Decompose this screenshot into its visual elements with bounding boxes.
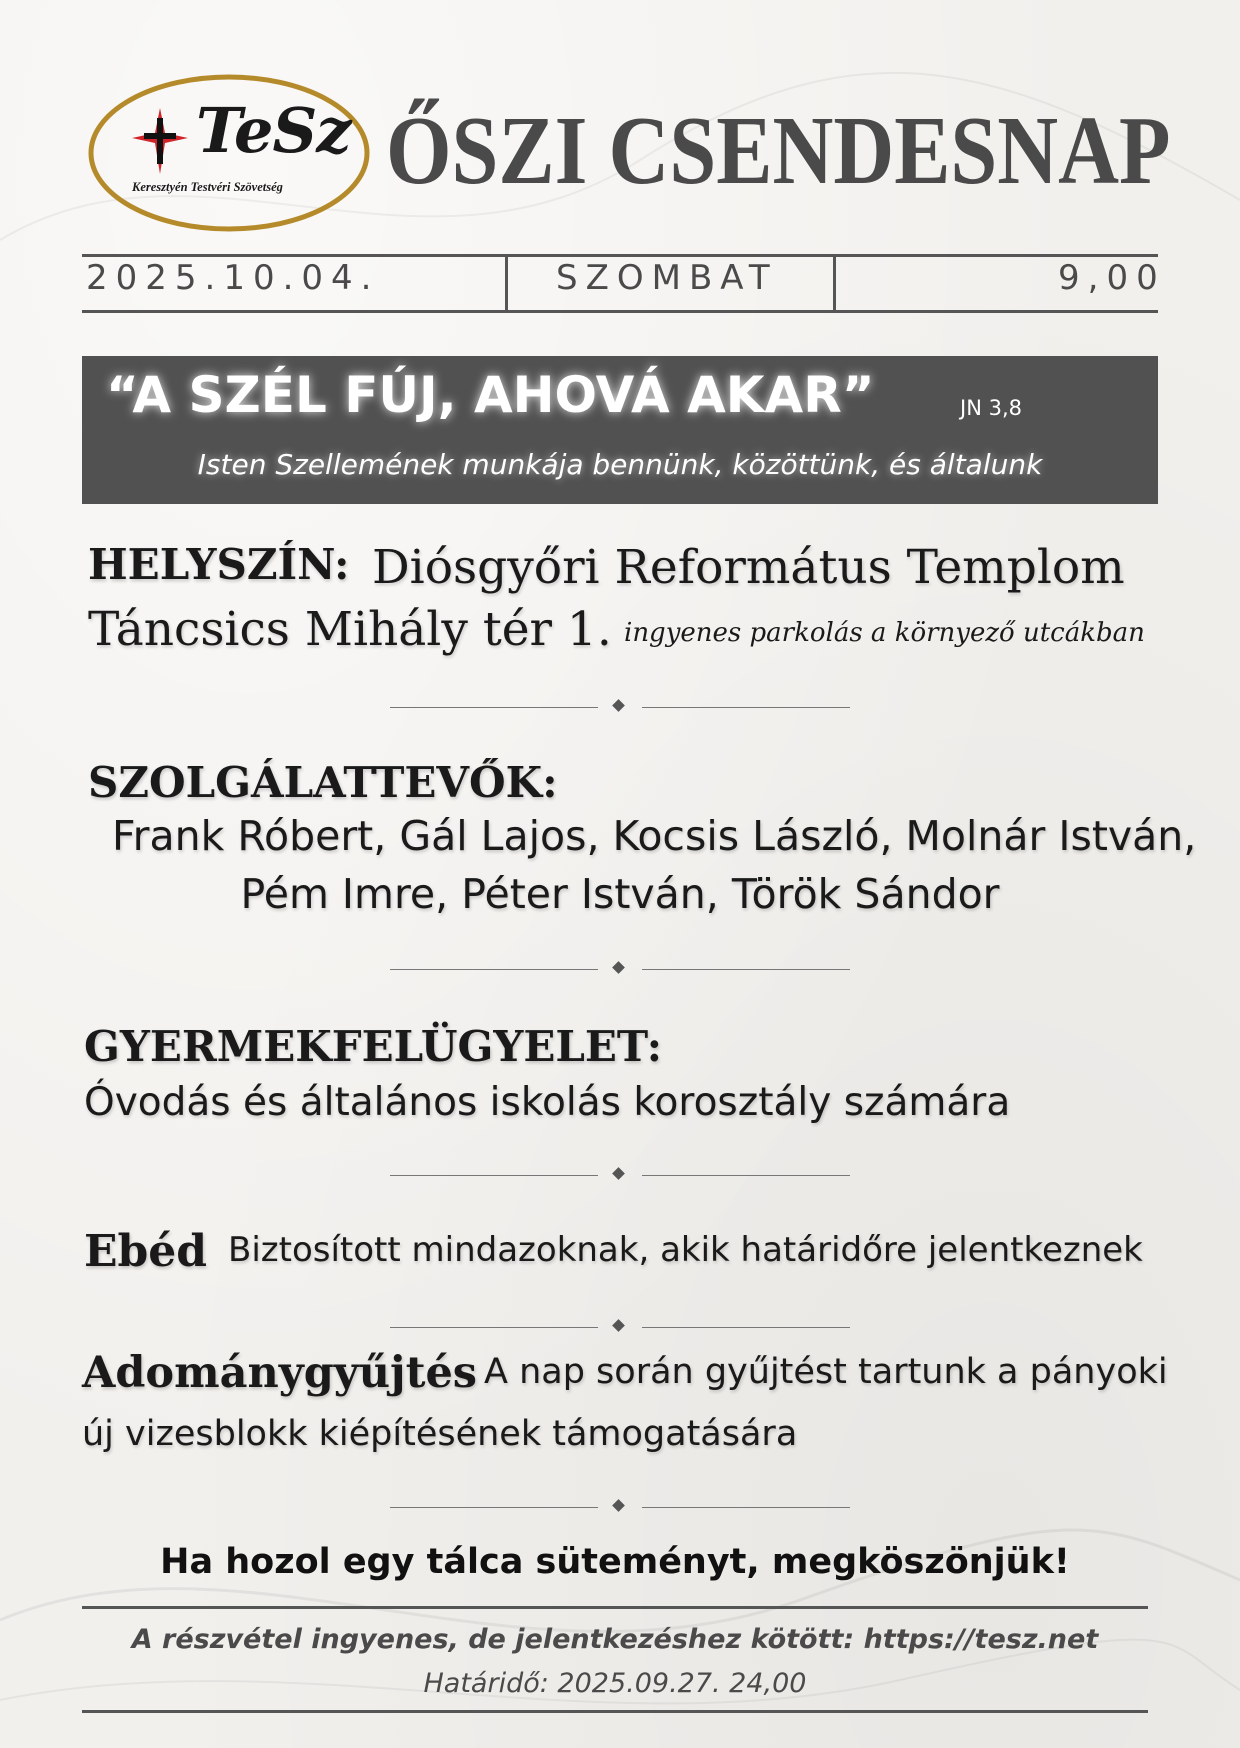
registration-note: A részvétel ingyenes, de jelentkezéshez kötött: https://tesz.net (131, 1624, 1099, 1655)
logo-name: TeSz (196, 94, 351, 167)
page-title: ŐSZI CSENDESNAP (386, 97, 1171, 205)
section-divider (390, 700, 850, 716)
logo-subtitle: Keresztyén Testvéri Szövetség (132, 180, 283, 194)
section-divider (390, 1168, 850, 1184)
section-divider (390, 1320, 850, 1336)
tesz-logo (86, 72, 372, 234)
banner-quote: “A SZÉL FÚJ, AHOVÁ AKAR” (106, 366, 875, 424)
banner-subtitle: Isten Szellemének munkája bennünk, közöttünk, és általunk (197, 448, 1043, 481)
footer-bottom-rule (82, 1710, 1148, 1713)
event-day: SZOMBAT (556, 258, 778, 298)
servers-line-2: Pém Imre, Péter István, Török Sándor (240, 870, 1000, 918)
donation-text-2: új vizesblokk kiépítésének támogatására (82, 1414, 798, 1454)
servers-label: SZOLGÁLATTEVŐK: (88, 758, 558, 807)
datebar-divider-1 (505, 254, 508, 312)
event-date: 2025.10.04. (86, 258, 380, 298)
childcare-text: Óvodás és általános iskolás korosztály számára (84, 1080, 1011, 1125)
section-divider (390, 962, 850, 978)
star-cross-icon (130, 106, 190, 176)
parking-note: ingyenes parkolás a környező utcákban (624, 618, 1145, 648)
footer-top-rule (82, 1606, 1148, 1609)
datebar-divider-2 (833, 254, 836, 312)
location-label: HELYSZÍN: (88, 540, 350, 589)
event-time: 9,00 (1058, 258, 1166, 298)
location-place: Diósgyőri Református Templom (372, 540, 1125, 595)
childcare-label: GYERMEKFELÜGYELET: (84, 1022, 663, 1071)
location-address: Táncsics Mihály tér 1. (88, 602, 612, 657)
section-divider (390, 1500, 850, 1516)
datebar-bottom-rule (82, 310, 1158, 313)
donation-label: Adománygyűjtés (82, 1348, 478, 1398)
datebar-top-rule (82, 254, 1158, 257)
cake-note: Ha hozol egy tálca süteményt, megköszönjük! (160, 1542, 1070, 1582)
donation-text-1: A nap során gyűjtést tartunk a pányoki (484, 1352, 1168, 1392)
banner-reference: JN 3,8 (960, 396, 1022, 420)
lunch-text: Biztosított mindazoknak, akik határidőre jelentkeznek (228, 1230, 1143, 1270)
lunch-label: Ebéd (84, 1226, 208, 1277)
servers-line-1: Frank Róbert, Gál Lajos, Kocsis László, Molnár István, (112, 812, 1197, 860)
quote-banner (82, 356, 1158, 504)
deadline-note: Határidő: 2025.09.27. 24,00 (423, 1668, 807, 1699)
